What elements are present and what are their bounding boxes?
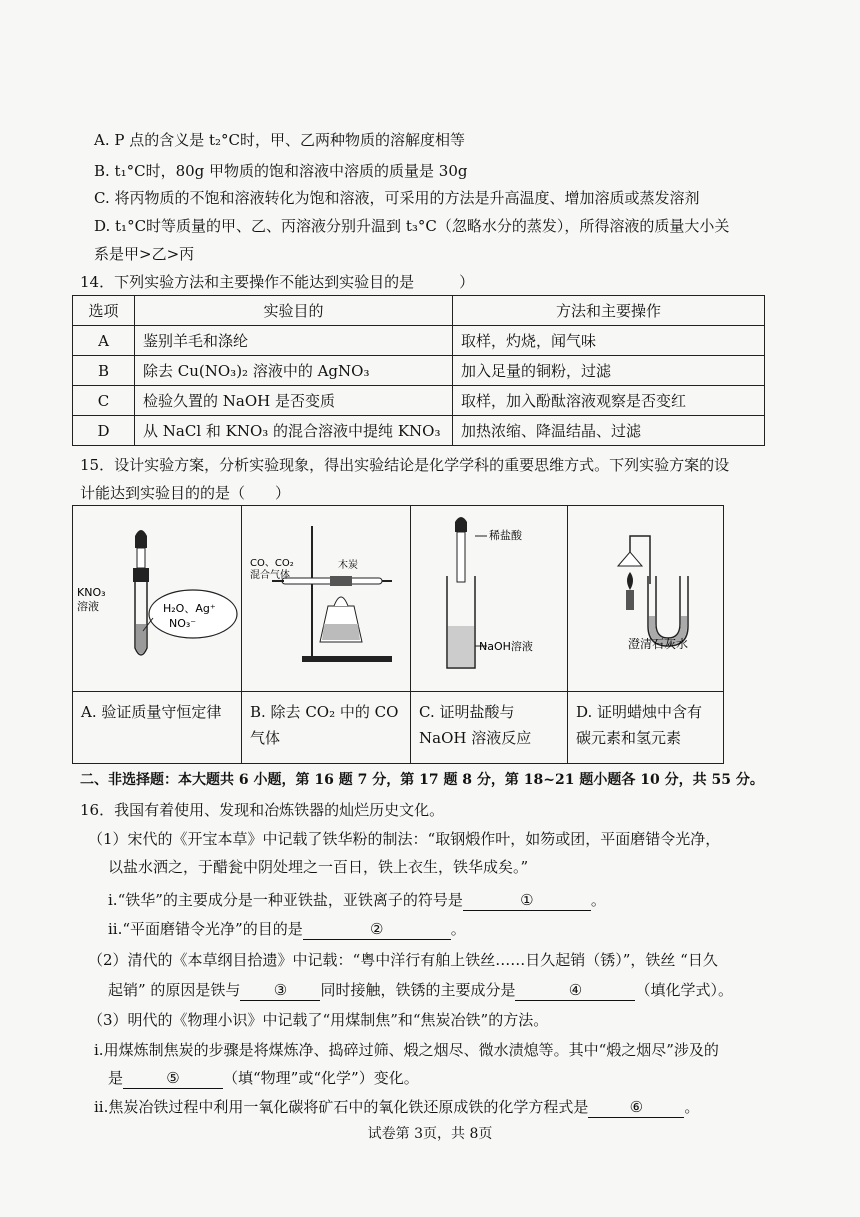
caption-line: 气体: [250, 729, 281, 747]
answer-blank-2[interactable]: ②: [303, 919, 451, 940]
q15-cell-a: [73, 506, 242, 763]
table-cell: C: [73, 386, 135, 416]
table-header: 方法和主要操作: [453, 296, 765, 326]
solution-label: 溶液: [77, 600, 99, 613]
q16-p1-i: [108, 890, 606, 911]
test-tube-diagram: [73, 506, 241, 692]
reduction-apparatus-diagram: [242, 506, 410, 692]
caption-line: C. 证明盐酸与: [419, 703, 515, 721]
caption-line: NaOH 溶液反应: [419, 729, 532, 747]
q16-p2-line2: [108, 980, 733, 1001]
table-cell: 取样，灼烧，闻气味: [453, 326, 765, 356]
question-text: 。: [450, 920, 466, 938]
gas-label-2: 混合气体: [250, 570, 290, 581]
table-cell: 加热浓缩、降温结晶、过滤: [453, 416, 765, 446]
kno3-label: KNO₃: [77, 586, 106, 599]
q15-caption-b: [250, 699, 398, 751]
table-header: 实验目的: [135, 296, 453, 326]
q13-option-b: B. t₁°C时，80g 甲物质的饱和溶液中溶质的质量是 30g: [94, 162, 468, 180]
q16-p1-ii: [108, 919, 466, 940]
question-text: ii.焦炭冶铁过程中利用一氧化碳将矿石中的氧化铁还原成铁的化学方程式是: [94, 1098, 589, 1116]
titration-diagram: [411, 506, 567, 692]
answer-blank-5[interactable]: ⑤: [123, 1068, 223, 1089]
caption-line: 碳元素和氢元素: [576, 729, 682, 747]
table-cell: 检验久置的 NaOH 是否变质: [135, 386, 453, 416]
q15-stem-line1: 15．设计实验方案，分析实验现象，得出实验结论是化学学科的重要思维方式。下列实验方案的设: [80, 456, 730, 474]
table-row: [73, 386, 765, 416]
question-text: i.“铁华”的主要成分是一种亚铁盐，亚铁离子的符号是: [108, 891, 463, 909]
table-cell: A: [73, 326, 135, 356]
table-row: [73, 356, 765, 386]
question-text: （填化学式）。: [635, 981, 733, 999]
caption-line: B. 除去 CO₂ 中的 CO: [250, 703, 399, 721]
section-heading: 二、非选择题：本大题共 6 小题，第 16 题 7 分，第 17 题 8 分，第 18~21 题小题各 10 分，共 55 分。: [80, 772, 764, 788]
q13-option-c: C. 将丙物质的不饱和溶液转化为饱和溶液，可采用的方法是升高温度、增加溶质或蒸发溶剂: [94, 189, 700, 207]
table-cell: 鉴别羊毛和涤纶: [135, 326, 453, 356]
q15-caption-c: [419, 699, 531, 751]
charcoal-label: 木炭: [338, 560, 358, 571]
table-row: [73, 416, 765, 446]
question-text: 同时接触，铁锈的主要成分是: [320, 981, 516, 999]
answer-blank-4[interactable]: ④: [515, 980, 635, 1001]
q15-cell-c: [411, 506, 568, 763]
table-cell: 从 NaCl 和 KNO₃ 的混合溶液中提纯 KNO₃: [135, 416, 453, 446]
question-text: 。: [684, 1098, 700, 1116]
q15-caption-a: [81, 699, 221, 725]
caption-line: A. 验证质量守恒定律: [81, 703, 222, 721]
candle-u-tube-diagram: [568, 506, 723, 692]
acid-label: 稀盐酸: [489, 529, 522, 542]
q16-p3-i-line1: i.用煤炼制焦炭的步骤是将煤炼净、捣碎过筛、煅之烟尽、微水渍熄等。其中“煅之烟尽”涉及的: [94, 1041, 719, 1059]
q16-p2-line1: （2）清代的《本草纲目拾遗》中记载：“粤中洋行有舶上铁丝……日久起销（锈）”，铁丝 “日久: [88, 951, 718, 969]
table-header-row: [73, 296, 765, 326]
q16-p3-ii: [94, 1097, 699, 1118]
q15-figure-grid: [72, 505, 724, 764]
question-text: 。: [590, 891, 606, 909]
q14-stem: 14．下列实验方法和主要操作不能达到实验目的是 ）: [80, 273, 475, 291]
q13-option-a: A. P 点的含义是 t₂°C时，甲、乙两种物质的溶解度相等: [94, 131, 466, 149]
gas-label-1: CO、CO₂: [250, 558, 294, 569]
q15-stem-line2: 计能达到实验目的的是（ ）: [80, 484, 291, 502]
answer-blank-6[interactable]: ⑥: [588, 1097, 684, 1118]
ion-label-1: H₂O、Ag⁺: [163, 602, 216, 615]
question-text: 起销” 的原因是铁与: [108, 981, 241, 999]
table-cell: B: [73, 356, 135, 386]
q13-option-d-line2: 系是甲>乙>丙: [94, 245, 195, 263]
q14-table: [72, 295, 765, 446]
limewater-label: 澄清石灰水: [628, 637, 689, 651]
answer-blank-3[interactable]: ③: [240, 980, 320, 1001]
q16-p3-i-line2: [108, 1068, 419, 1089]
page-footer: 试卷第 3页，共 8页: [367, 1126, 493, 1142]
q15-cell-b: [242, 506, 411, 763]
question-text: （填“物理”或“化学”）变化。: [223, 1069, 419, 1087]
ion-label-2: NO₃⁻: [169, 617, 197, 630]
table-cell: 取样，加入酚酞溶液观察是否变红: [453, 386, 765, 416]
table-cell: 加入足量的铜粉，过滤: [453, 356, 765, 386]
q16-p1-line1: （1）宋代的《开宝本草》中记载了铁华粉的制法：“取钢煅作叶，如笏或团，平面磨错令光净，: [88, 830, 721, 848]
q13-option-d-line1: D. t₁°C时等质量的甲、乙、丙溶液分别升温到 t₃°C（忽略水分的蒸发），所得溶液的质量大小关: [94, 217, 730, 235]
question-text: 是: [108, 1069, 124, 1087]
answer-blank-1[interactable]: ①: [463, 890, 591, 911]
table-row: [73, 326, 765, 356]
naoh-label: NaOH溶液: [479, 640, 533, 653]
caption-line: D. 证明蜡烛中含有: [576, 703, 703, 721]
q16-p1-line2: 以盐水洒之，于醋瓮中阴处埋之一百日，铁上衣生，铁华成矣。”: [108, 858, 529, 876]
q15-cell-d: [568, 506, 723, 763]
table-cell: D: [73, 416, 135, 446]
table-header: 选项: [73, 296, 135, 326]
question-text: ii.“平面磨错令光净”的目的是: [108, 920, 303, 938]
table-cell: 除去 Cu(NO₃)₂ 溶液中的 AgNO₃: [135, 356, 453, 386]
q16-p3: （3）明代的《物理小识》中记载了“用煤制焦”和“焦炭冶铁”的方法。: [88, 1011, 549, 1029]
q15-caption-d: [576, 699, 702, 751]
q16-stem: 16．我国有着使用、发现和冶炼铁器的灿烂历史文化。: [80, 801, 445, 819]
